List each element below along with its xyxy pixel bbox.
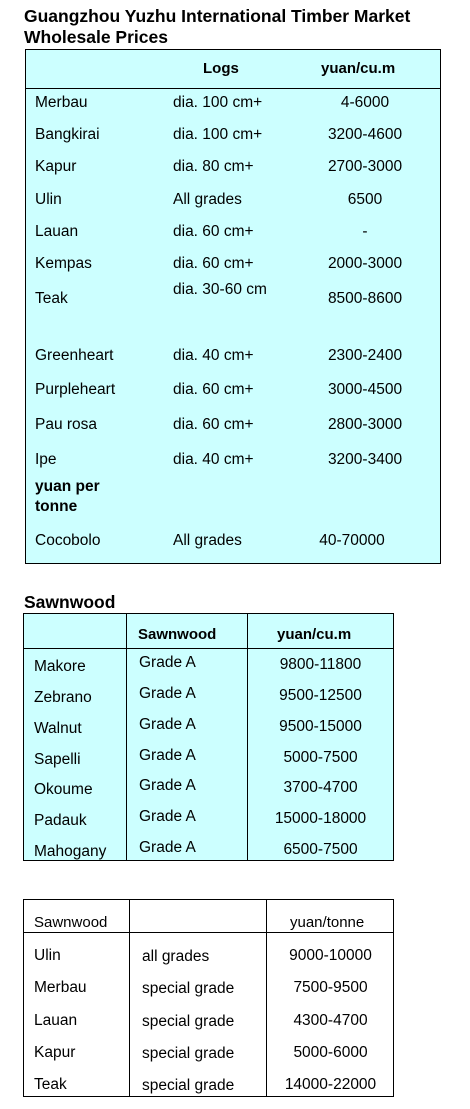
- grade-cell: Grade A: [139, 808, 196, 825]
- price-cell: 9000-10000: [289, 947, 372, 964]
- price-cell: 40-70000: [319, 532, 385, 549]
- spec-cell: All grades: [173, 532, 242, 549]
- spec-cell: All grades: [173, 191, 242, 208]
- grade-cell: Grade A: [139, 654, 196, 671]
- price-cell: 2000-3000: [327, 255, 403, 272]
- species-cell: Bangkirai: [35, 126, 100, 143]
- spec-cell: dia. 40 cm+: [173, 347, 254, 364]
- price-cell: 2300-2400: [327, 347, 403, 364]
- sawnwood-tonne-price-table: [23, 899, 394, 1097]
- unit-subheading: yuan per tonne: [35, 478, 100, 515]
- grade-cell: special grade: [142, 1013, 235, 1030]
- price-column-header: yuan/cu.m: [277, 626, 352, 643]
- species-cell: Kapur: [34, 1044, 76, 1061]
- species-cell: Teak: [35, 290, 68, 307]
- species-cell: Pau rosa: [35, 416, 98, 433]
- species-cell: Greenheart: [35, 347, 114, 364]
- price-cell: 4-6000: [340, 94, 390, 111]
- grade-cell: Grade A: [139, 777, 196, 794]
- grade-cell: special grade: [142, 980, 235, 997]
- spec-cell: dia. 100 cm+: [173, 126, 263, 143]
- price-cell: 3200-4600: [327, 126, 403, 143]
- spec-cell: dia. 100 cm+: [173, 94, 263, 111]
- price-cell: 2700-3000: [327, 158, 403, 175]
- species-cell: Ipe: [35, 451, 57, 468]
- price-cell: 14000-22000: [284, 1076, 377, 1093]
- grade-cell: special grade: [142, 1045, 235, 1062]
- spec-cell: dia. 30-60 cm: [173, 281, 267, 298]
- grade-cell: Grade A: [139, 839, 196, 856]
- page-title-line-1: Guangzhou Yuzhu International Timber Market: [24, 6, 411, 26]
- price-cell: -: [362, 223, 368, 240]
- grade-cell: Grade A: [139, 716, 196, 733]
- species-cell: Purpleheart: [35, 381, 116, 398]
- price-cell: 5000-7500: [283, 749, 358, 766]
- column-divider: [126, 614, 127, 860]
- header-divider: [24, 648, 393, 649]
- sawnwood-column-header: Sawnwood: [34, 914, 108, 931]
- price-cell: 3000-4500: [327, 381, 403, 398]
- price-cell: 4300-4700: [293, 1012, 368, 1029]
- price-cell: 15000-18000: [274, 810, 367, 827]
- species-cell: Ulin: [35, 191, 62, 208]
- species-cell: Ulin: [34, 947, 61, 964]
- spec-cell: dia. 60 cm+: [173, 223, 254, 240]
- sawnwood-heading: Sawnwood: [24, 592, 116, 612]
- species-cell: Lauan: [35, 223, 79, 240]
- price-cell: 2800-3000: [327, 416, 403, 433]
- spec-cell: dia. 60 cm+: [173, 416, 254, 433]
- species-cell: Zebrano: [34, 689, 92, 706]
- logs-price-table: [25, 49, 441, 564]
- price-cell: 8500-8600: [327, 290, 403, 307]
- grade-cell: all grades: [142, 948, 210, 965]
- header-divider: [26, 88, 440, 89]
- page-title: [24, 6, 410, 48]
- spec-cell: dia. 60 cm+: [173, 381, 254, 398]
- species-cell: Lauan: [34, 1012, 78, 1029]
- price-cell: 7500-9500: [293, 979, 368, 996]
- price-cell: 9800-11800: [279, 656, 362, 673]
- spec-cell: dia. 80 cm+: [173, 158, 254, 175]
- column-divider: [266, 900, 267, 1096]
- column-divider: [129, 900, 130, 1096]
- price-cell: 6500-7500: [283, 841, 358, 858]
- grade-cell: Grade A: [139, 685, 196, 702]
- species-cell: Kempas: [35, 255, 92, 272]
- species-cell: Cocobolo: [35, 532, 101, 549]
- price-column-header: yuan/cu.m: [321, 60, 396, 77]
- species-cell: Padauk: [34, 812, 87, 829]
- header-divider: [24, 932, 393, 933]
- grade-cell: Grade A: [139, 747, 196, 764]
- spec-cell: dia. 60 cm+: [173, 255, 254, 272]
- species-cell: Walnut: [34, 720, 82, 737]
- price-cell: 9500-15000: [279, 718, 362, 735]
- species-cell: Mahogany: [34, 843, 107, 860]
- price-cell: 9500-12500: [279, 687, 362, 704]
- price-cell: 5000-6000: [293, 1044, 368, 1061]
- species-cell: Teak: [34, 1076, 67, 1093]
- price-cell: 3700-4700: [283, 779, 358, 796]
- grade-cell: special grade: [142, 1077, 235, 1094]
- species-cell: Merbau: [35, 94, 88, 111]
- spec-cell: dia. 40 cm+: [173, 451, 254, 468]
- species-cell: Merbau: [34, 979, 87, 996]
- grade-column-header: Sawnwood: [138, 626, 217, 643]
- species-cell: Sapelli: [34, 751, 81, 768]
- species-cell: Kapur: [35, 158, 77, 175]
- logs-column-header: Logs: [203, 60, 239, 77]
- species-cell: Makore: [34, 658, 86, 675]
- sawnwood-price-table: [23, 613, 394, 861]
- price-cell: 6500: [347, 191, 383, 208]
- price-cell: 3200-3400: [327, 451, 403, 468]
- price-column-header: yuan/tonne: [290, 914, 365, 931]
- species-cell: Okoume: [34, 781, 93, 798]
- page-title-line-2: Wholesale Prices: [24, 27, 168, 47]
